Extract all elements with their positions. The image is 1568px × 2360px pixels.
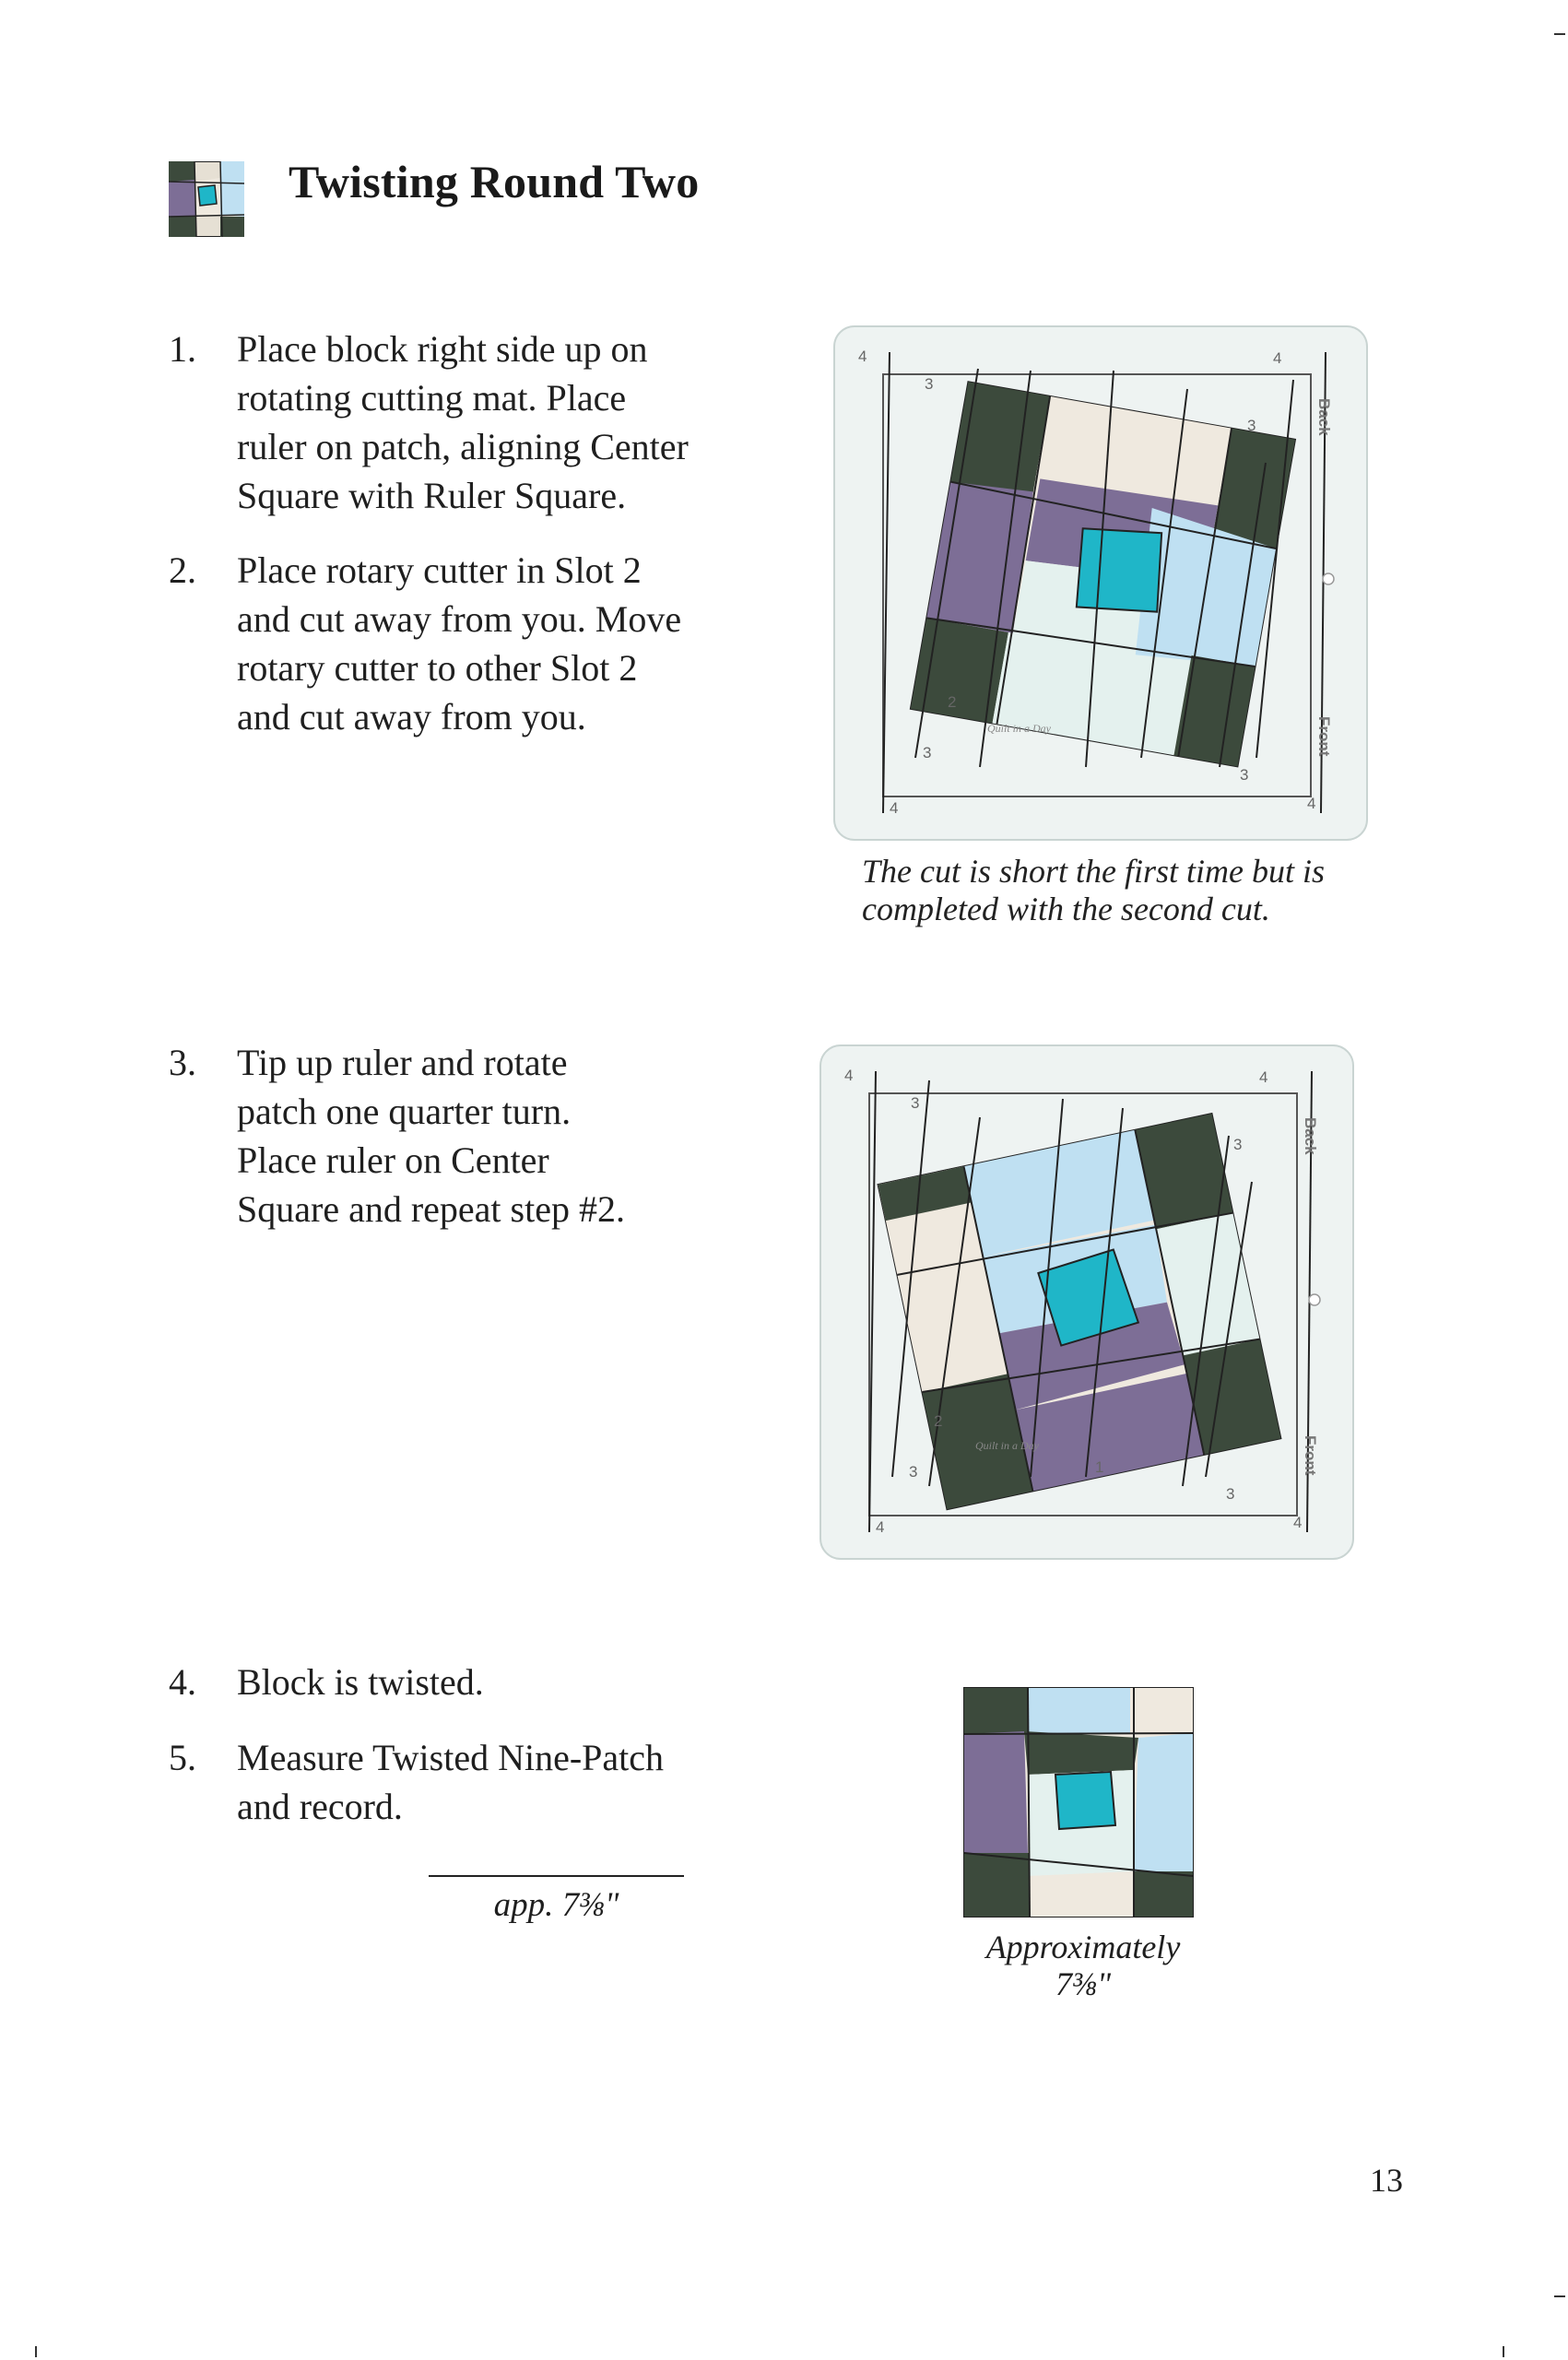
svg-text:2: 2 — [934, 1412, 943, 1430]
svg-text:3: 3 — [925, 375, 934, 393]
caption-line: Approximately — [985, 1929, 1181, 1965]
step-line: Square with Ruler Square. — [237, 475, 627, 516]
mat-center-hole-icon — [1309, 1294, 1320, 1305]
mat-front-label: Front — [1315, 716, 1333, 757]
step-line: and cut away from you. Move — [237, 598, 682, 640]
step-line: and cut away from you. — [237, 696, 586, 738]
page-number: 13 — [1370, 2162, 1403, 2199]
twisted-patch — [878, 1114, 1281, 1509]
svg-text:4: 4 — [1259, 1068, 1268, 1086]
ruler-brand-label: Quilt in a Day — [975, 1439, 1039, 1452]
crop-mark — [1503, 2346, 1504, 2357]
svg-text:1: 1 — [1095, 1458, 1104, 1476]
step-line: Block is twisted. — [237, 1661, 484, 1703]
step-number: 3. — [169, 1042, 196, 1083]
step-line: rotary cutter to other Slot 2 — [237, 647, 638, 689]
svg-text:3: 3 — [1233, 1136, 1243, 1153]
svg-text:4: 4 — [1293, 1514, 1303, 1531]
mat-front-label: Front — [1302, 1435, 1319, 1476]
twisted-nine-patch-block — [963, 1687, 1194, 1918]
page-title: Twisting Round Two — [289, 156, 700, 207]
svg-text:3: 3 — [1247, 417, 1256, 434]
ruler-brand-label: Quilt in a Day — [987, 722, 1051, 735]
step-text — [237, 1733, 762, 1831]
step-text — [237, 546, 762, 741]
block-logo-icon — [169, 161, 244, 237]
mat-back-label: Back — [1315, 398, 1333, 436]
record-value: app. 7⅜" — [493, 1886, 619, 1924]
svg-text:3: 3 — [909, 1463, 918, 1481]
step-line: Square and repeat step #2. — [237, 1188, 625, 1230]
svg-text:3: 3 — [1226, 1485, 1235, 1503]
caption-line: The cut is short the first time but is — [862, 853, 1326, 890]
svg-text:3: 3 — [911, 1094, 920, 1112]
crop-mark — [1554, 2295, 1565, 2297]
svg-text:2: 2 — [948, 693, 957, 711]
crop-mark — [1554, 33, 1565, 35]
step-line: rotating cutting mat. Place — [237, 377, 627, 419]
step-line: Measure Twisted Nine-Patch — [237, 1737, 665, 1778]
step-line: Tip up ruler and rotate — [237, 1042, 568, 1083]
svg-text:3: 3 — [1240, 766, 1249, 784]
caption-line: completed with the second cut. — [862, 891, 1270, 927]
svg-text:3: 3 — [923, 744, 932, 761]
step-number: 5. — [169, 1737, 196, 1778]
twisted-patch — [911, 382, 1295, 766]
svg-text:4: 4 — [1307, 795, 1316, 812]
step-text — [237, 1658, 762, 1706]
block-caption — [922, 1929, 1244, 2002]
step-number: 4. — [169, 1661, 196, 1703]
step-line: ruler on patch, aligning Center — [237, 426, 689, 467]
svg-text:4: 4 — [858, 348, 867, 365]
step-text — [237, 324, 762, 520]
record-line — [429, 1875, 684, 1877]
step-line: Place rotary cutter in Slot 2 — [237, 549, 642, 591]
svg-text:4: 4 — [876, 1518, 885, 1536]
svg-text:4: 4 — [1273, 349, 1282, 367]
step-line: Place ruler on Center — [237, 1139, 549, 1181]
step-line: patch one quarter turn. — [237, 1091, 572, 1132]
step-line: and record. — [237, 1786, 403, 1827]
caption-line: 7⅜" — [1055, 1965, 1112, 2002]
crop-mark — [35, 2346, 37, 2357]
step-number: 2. — [169, 549, 196, 591]
figure-1-caption — [862, 853, 1378, 928]
cutting-mat-figure-2 — [819, 1044, 1355, 1561]
mat-center-hole-icon — [1323, 573, 1334, 584]
svg-text:4: 4 — [890, 799, 899, 817]
step-line: Place block right side up on — [237, 328, 648, 370]
cutting-mat-figure-1 — [832, 324, 1369, 842]
mat-back-label: Back — [1302, 1117, 1319, 1155]
step-text — [237, 1038, 762, 1233]
svg-text:4: 4 — [844, 1067, 854, 1084]
step-number: 1. — [169, 328, 196, 370]
